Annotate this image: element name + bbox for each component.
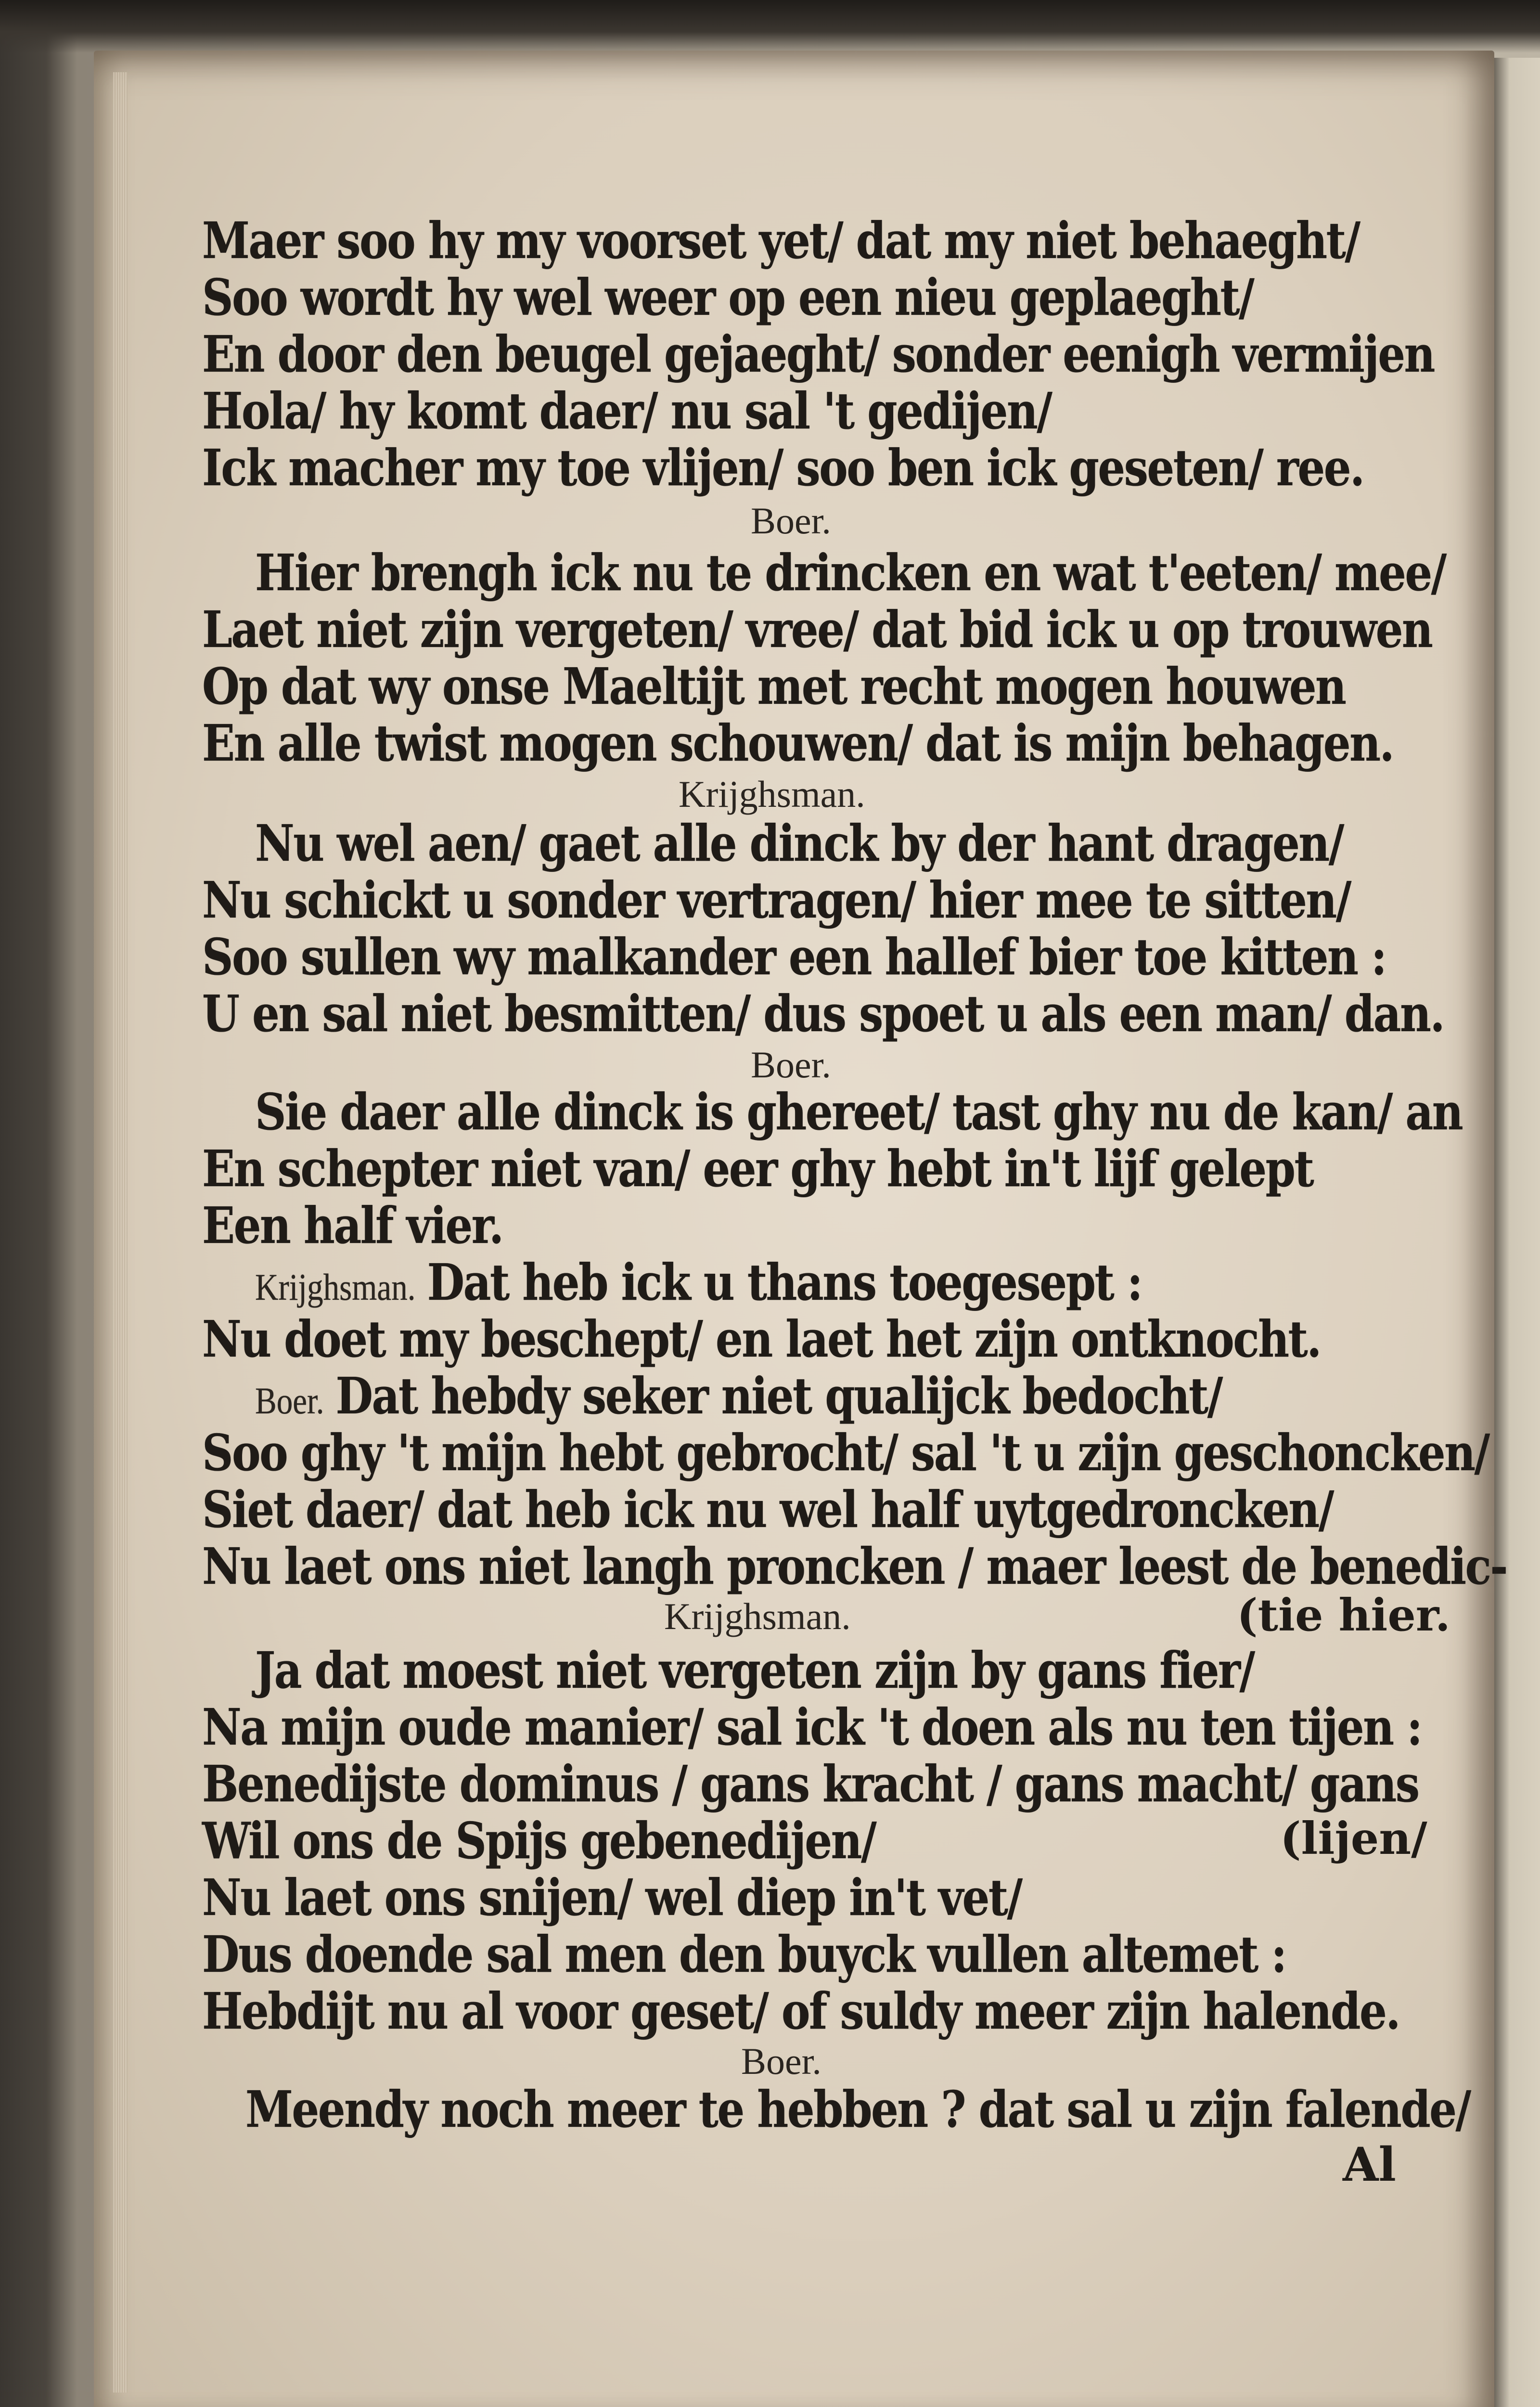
text-line: Dus doende sal men den buyck vullen altemet : [202,1925,1286,1984]
speaker-heading: Boer. [751,1044,831,1086]
text-segment: Dat hebdy seker niet qualijck bedocht/ [335,1366,1222,1425]
turnover-text: (tie hier. [1237,1589,1450,1641]
text-line: En door den beugel gejaeght/ sonder eenigh vermijen [202,324,1435,384]
text-line: U en sal niet besmitten/ dus spoet u als een man/ dan. [202,984,1444,1043]
text-line: Hola/ hy komt daer/ nu sal 't gedijen/ [202,381,1052,440]
text-line: Meendy noch meer te hebben ? dat sal u zijn falende/ [245,2080,1470,2139]
text-line: Een half vier. [202,1196,503,1255]
turnover-text: (lijen/ [1280,1812,1427,1864]
speaker-heading: Boer. [741,2040,821,2082]
catchword: Al [1343,2137,1396,2192]
text-line: Laet niet zijn vergeten/ vree/ dat bid ick u op trouwen [202,600,1432,659]
text-line [255,1366,1222,1427]
text-line: Nu schickt u sonder vertragen/ hier mee te sitten/ [202,870,1350,930]
speaker-heading: Krijghsman. [679,773,865,815]
speaker-heading: Krijghsman. [255,1266,416,1308]
text-line: En alle twist mogen schouwen/ dat is mijn behagen. [202,713,1394,773]
text-line: Soo ghy 't mijn hebt gebrocht/ sal 't u zijn geschoncken/ [202,1423,1489,1482]
text-line: Hebdijt nu al voor geset/ of suldy meer zijn halende. [202,1981,1399,2041]
speaker-heading: Boer. [255,1380,324,1422]
facing-page-edge [1489,58,1540,2407]
text-line [255,1253,1142,1314]
text-line: Nu laet ons niet langh proncken / maer leest de benedic- [202,1537,1507,1596]
text-line: Soo wordt hy wel weer op een nieu geplaeght/ [202,268,1254,327]
speaker-heading: Krijghsman. [664,1595,851,1637]
text-segment: Dat heb ick u thans toegesept : [427,1253,1142,1312]
text-line: Na mijn oude manier/ sal ick 't doen als nu ten tijen : [202,1697,1422,1757]
page-stack-edge [113,72,128,2393]
text-line: Soo sullen wy malkander een hallef bier toe kitten : [202,927,1386,986]
text-line: Maer soo hy my voorset yet/ dat my niet behaeght/ [202,211,1360,270]
text-line: Op dat wy onse Maeltijt met recht mogen houwen [202,657,1346,716]
text-line: Benedijste dominus / gans kracht / gans macht/ gans [202,1754,1419,1813]
text-line: Wil ons de Spijs gebenedijen/ [202,1811,876,1870]
text-line: Ja dat moest niet vergeten zijn by gans fier/ [255,1641,1254,1700]
text-line: Nu wel aen/ gaet alle dinck by der hant dragen/ [255,814,1343,873]
text-line: Hier brengh ick nu te drincken en wat t'eeten/ mee/ [255,543,1446,602]
text-line: En schepter niet van/ eer ghy hebt in't lijf gelept [202,1139,1313,1198]
text-line: Sie daer alle dinck is ghereet/ tast ghy nu de kan/ an [255,1082,1463,1141]
text-line: Siet daer/ dat heb ick nu wel half uytgedroncken/ [202,1480,1333,1539]
text-line: Nu laet ons snijen/ wel diep in't vet/ [202,1868,1022,1927]
text-line: Ick macher my toe vlijen/ soo ben ick geseten/ ree. [202,438,1364,497]
text-line: Nu doet my beschept/ en laet het zijn ontknocht. [202,1309,1321,1369]
speaker-heading: Boer. [751,500,831,542]
